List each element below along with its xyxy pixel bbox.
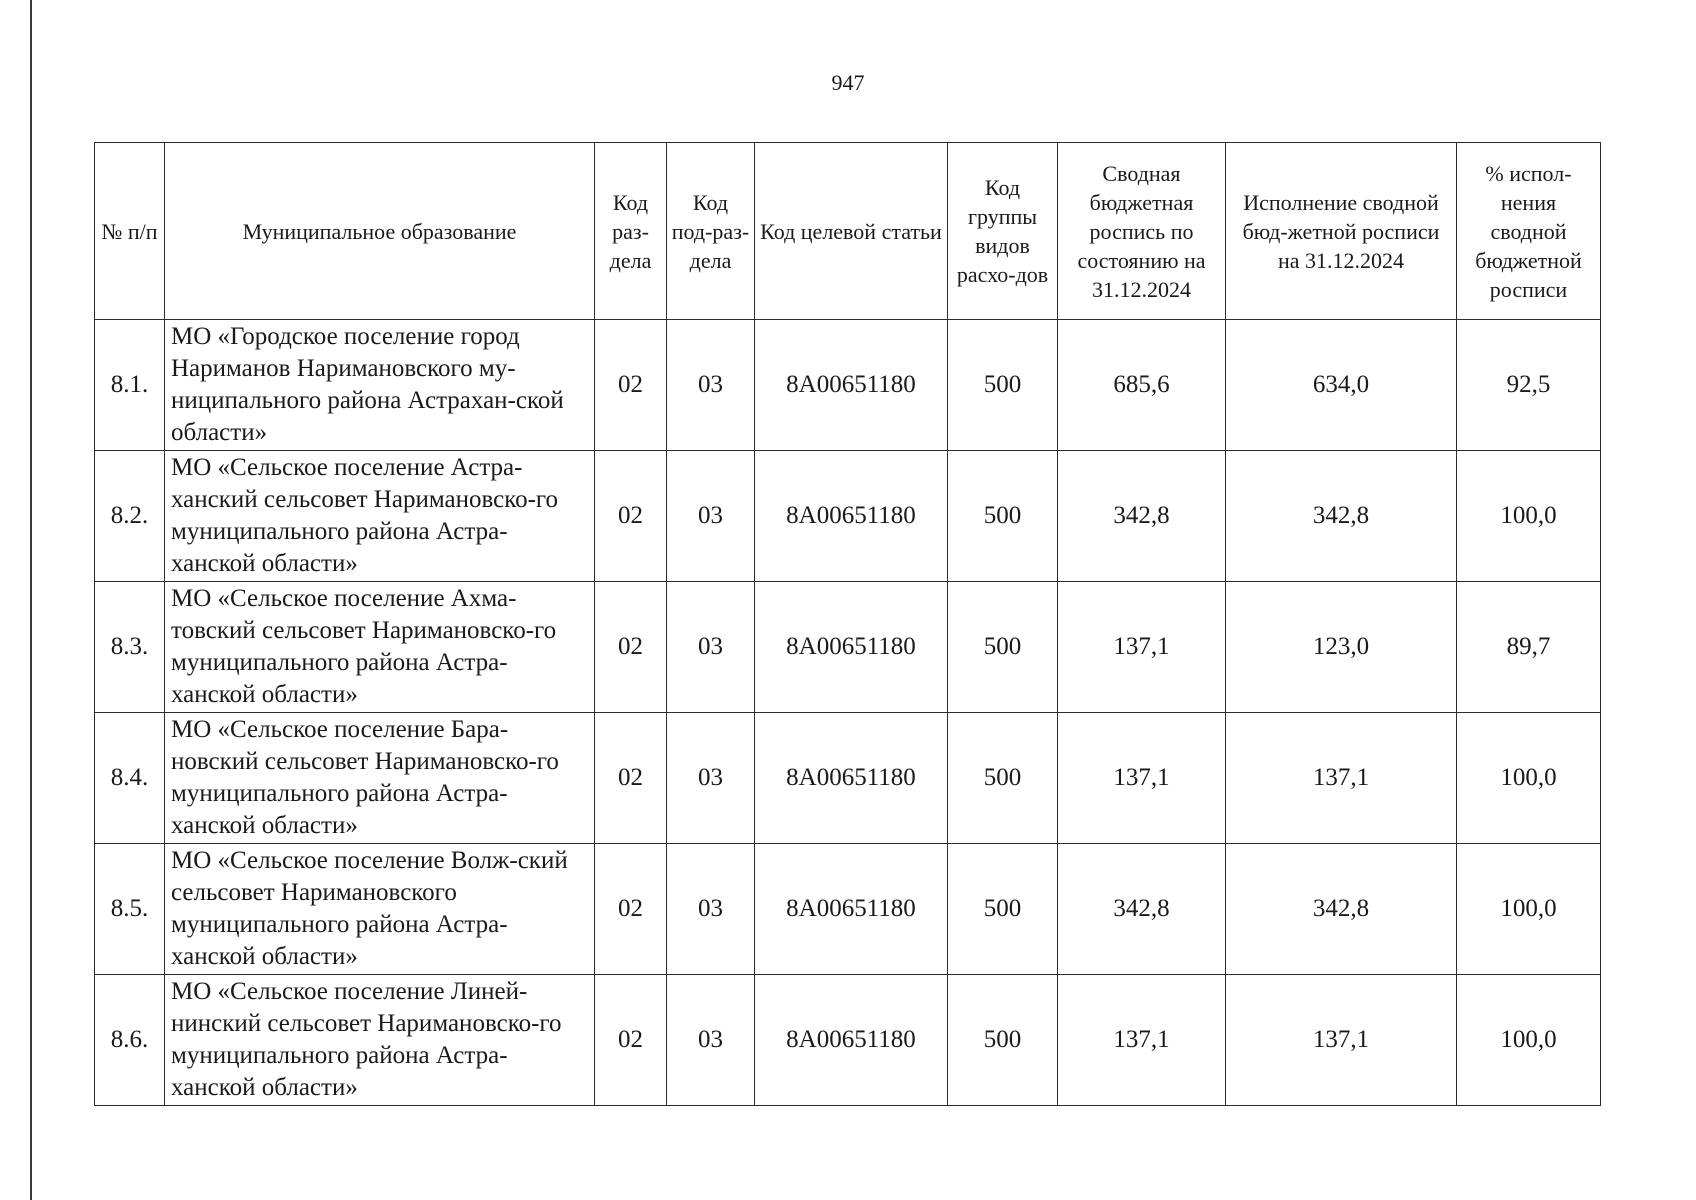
row-subsection: 03 — [667, 320, 755, 451]
row-percent: 100,0 — [1457, 844, 1601, 975]
row-num: 8.2. — [95, 451, 165, 582]
table-row — [95, 320, 1601, 451]
row-subsection: 03 — [667, 451, 755, 582]
row-num: 8.3. — [95, 582, 165, 713]
row-municipality: МО «Сельское поселение Астра-ханский сельсовет Наримановско-го муниципального района Астра-ханской области» — [165, 451, 595, 582]
row-executed: 137,1 — [1226, 713, 1457, 844]
row-section: 02 — [595, 975, 667, 1106]
row-plan: 137,1 — [1058, 582, 1226, 713]
row-plan: 137,1 — [1058, 713, 1226, 844]
header-subsection-code: Код под-раз-дела — [667, 143, 755, 320]
row-group: 500 — [948, 320, 1058, 451]
table-row — [95, 975, 1601, 1106]
row-target: 8А00651180 — [755, 582, 948, 713]
row-num: 8.1. — [95, 320, 165, 451]
row-group: 500 — [948, 713, 1058, 844]
row-subsection: 03 — [667, 844, 755, 975]
row-num: 8.5. — [95, 844, 165, 975]
row-section: 02 — [595, 844, 667, 975]
budget-execution-table — [94, 142, 1601, 1106]
row-target: 8А00651180 — [755, 320, 948, 451]
table-header-row — [95, 143, 1601, 320]
row-subsection: 03 — [667, 713, 755, 844]
row-municipality: МО «Сельское поселение Линей-нинский сельсовет Наримановско-го муниципального района Астра-ханской области» — [165, 975, 595, 1106]
row-group: 500 — [948, 975, 1058, 1106]
header-execution: Исполнение сводной бюд-жетной росписи на 31.12.2024 — [1226, 143, 1457, 320]
row-municipality: МО «Сельское поселение Бара-новский сельсовет Наримановско-го муниципального района Астра-ханской области» — [165, 713, 595, 844]
row-executed: 634,0 — [1226, 320, 1457, 451]
row-target: 8А00651180 — [755, 975, 948, 1106]
table-row — [95, 844, 1601, 975]
row-group: 500 — [948, 844, 1058, 975]
row-section: 02 — [595, 713, 667, 844]
row-group: 500 — [948, 582, 1058, 713]
header-expense-group: Код группы видов расхо-дов — [948, 143, 1058, 320]
row-executed: 342,8 — [1226, 844, 1457, 975]
row-section: 02 — [595, 582, 667, 713]
row-executed: 137,1 — [1226, 975, 1457, 1106]
row-target: 8А00651180 — [755, 451, 948, 582]
row-section: 02 — [595, 320, 667, 451]
header-budget-plan: Сводная бюджетная роспись по состоянию на 31.12.2024 — [1058, 143, 1226, 320]
row-num: 8.4. — [95, 713, 165, 844]
row-percent: 89,7 — [1457, 582, 1601, 713]
row-percent: 100,0 — [1457, 713, 1601, 844]
row-num: 8.6. — [95, 975, 165, 1106]
table-row — [95, 582, 1601, 713]
row-municipality: МО «Сельское поселение Волж-ский сельсовет Наримановского муниципального района Астра-ханской области» — [165, 844, 595, 975]
row-plan: 137,1 — [1058, 975, 1226, 1106]
row-executed: 123,0 — [1226, 582, 1457, 713]
row-executed: 342,8 — [1226, 451, 1457, 582]
row-subsection: 03 — [667, 582, 755, 713]
row-percent: 100,0 — [1457, 975, 1601, 1106]
header-percent: % испол-нения сводной бюджетной росписи — [1457, 143, 1601, 320]
row-plan: 342,8 — [1058, 451, 1226, 582]
page-binding-edge — [30, 0, 32, 1200]
header-target-code: Код целевой статьи — [755, 143, 948, 320]
row-percent: 92,5 — [1457, 320, 1601, 451]
row-target: 8А00651180 — [755, 844, 948, 975]
page-number: 947 — [831, 70, 865, 95]
header-num: № п/п — [95, 143, 165, 320]
row-target: 8А00651180 — [755, 713, 948, 844]
row-plan: 342,8 — [1058, 844, 1226, 975]
header-municipality: Муниципальное образование — [165, 143, 595, 320]
header-section-code: Код раз-дела — [595, 143, 667, 320]
row-municipality: МО «Сельское поселение Ахма-товский сельсовет Наримановско-го муниципального района Астра-ханской области» — [165, 582, 595, 713]
table-row — [95, 713, 1601, 844]
row-percent: 100,0 — [1457, 451, 1601, 582]
row-municipality: МО «Городское поселение город Нариманов Наримановского му-ниципального района Астрахан-ской области» — [165, 320, 595, 451]
table-row — [95, 451, 1601, 582]
row-subsection: 03 — [667, 975, 755, 1106]
row-section: 02 — [595, 451, 667, 582]
row-plan: 685,6 — [1058, 320, 1226, 451]
row-group: 500 — [948, 451, 1058, 582]
